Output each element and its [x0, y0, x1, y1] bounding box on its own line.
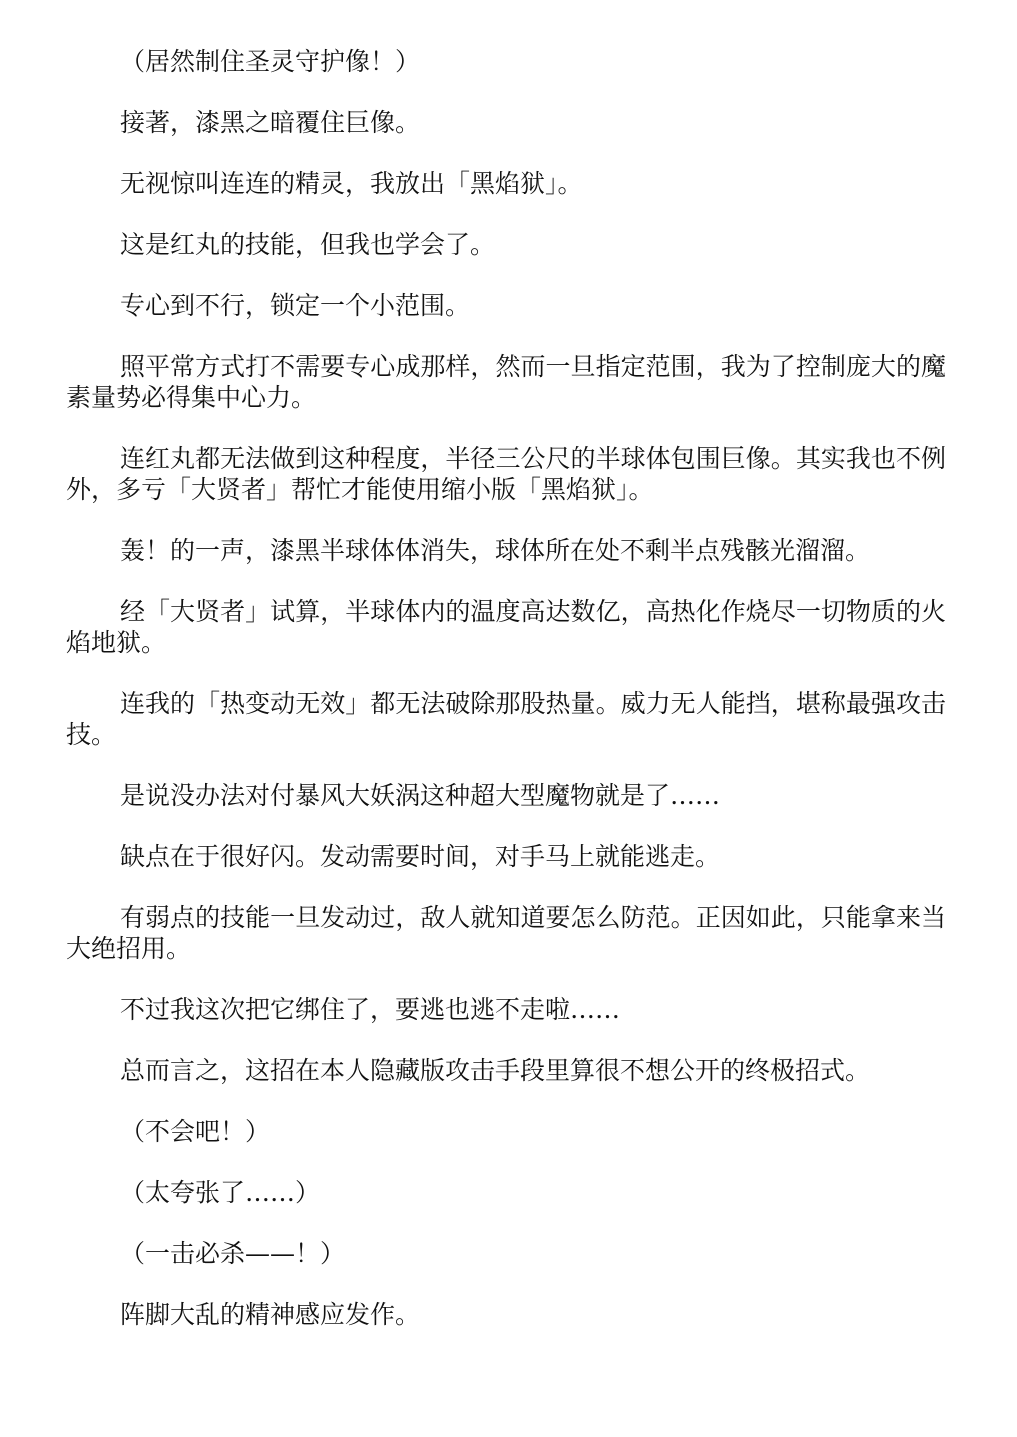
paragraph-6: 照平常方式打不需要专心成那样，然而一旦指定范围，我为了控制庞大的魔素量势必得集中心力。	[66, 352, 946, 412]
paragraph-10: 连我的「热变动无效」都无法破除那股热量。威力无人能挡，堪称最强攻击技。	[66, 689, 946, 749]
document-page	[66, 46, 946, 1360]
paragraph-11: 是说没办法对付暴风大妖涡这种超大型魔物就是了……	[120, 781, 721, 810]
paragraph-3: 无视惊叫连连的精灵，我放出「黑焰狱」。	[120, 169, 583, 198]
paragraph-7: 连红丸都无法做到这种程度，半径三公尺的半球体包围巨像。其实我也不例外，多亏「大贤者」帮忙才能使用缩小版「黑焰狱」。	[66, 444, 946, 504]
paragraph-12: 缺点在于很好闪。发动需要时间，对手马上就能逃走。	[120, 842, 721, 871]
paragraph-19: 阵脚大乱的精神感应发作。	[120, 1300, 421, 1329]
paragraph-8: 轰！的一声，漆黑半球体体消失，球体所在处不剩半点残骸光溜溜。	[120, 536, 871, 565]
paragraph-1: （居然制住圣灵守护像！）	[120, 47, 421, 76]
paragraph-9: 经「大贤者」试算，半球体内的温度高达数亿，高热化作烧尽一切物质的火焰地狱。	[66, 597, 946, 657]
paragraph-5: 专心到不行，锁定一个小范围。	[120, 291, 471, 320]
paragraph-18: （一击必杀——！）	[120, 1239, 346, 1268]
paragraph-16: （不会吧！）	[120, 1117, 271, 1146]
paragraph-17: （太夸张了……）	[120, 1178, 321, 1207]
paragraph-13: 有弱点的技能一旦发动过，敌人就知道要怎么防范。正因如此，只能拿来当大绝招用。	[66, 903, 946, 963]
paragraph-4: 这是红丸的技能，但我也学会了。	[120, 230, 496, 259]
paragraph-15: 总而言之，这招在本人隐藏版攻击手段里算很不想公开的终极招式。	[120, 1056, 871, 1085]
paragraph-2: 接著，漆黑之暗覆住巨像。	[120, 108, 421, 137]
paragraph-14: 不过我这次把它绑住了，要逃也逃不走啦……	[120, 995, 621, 1024]
